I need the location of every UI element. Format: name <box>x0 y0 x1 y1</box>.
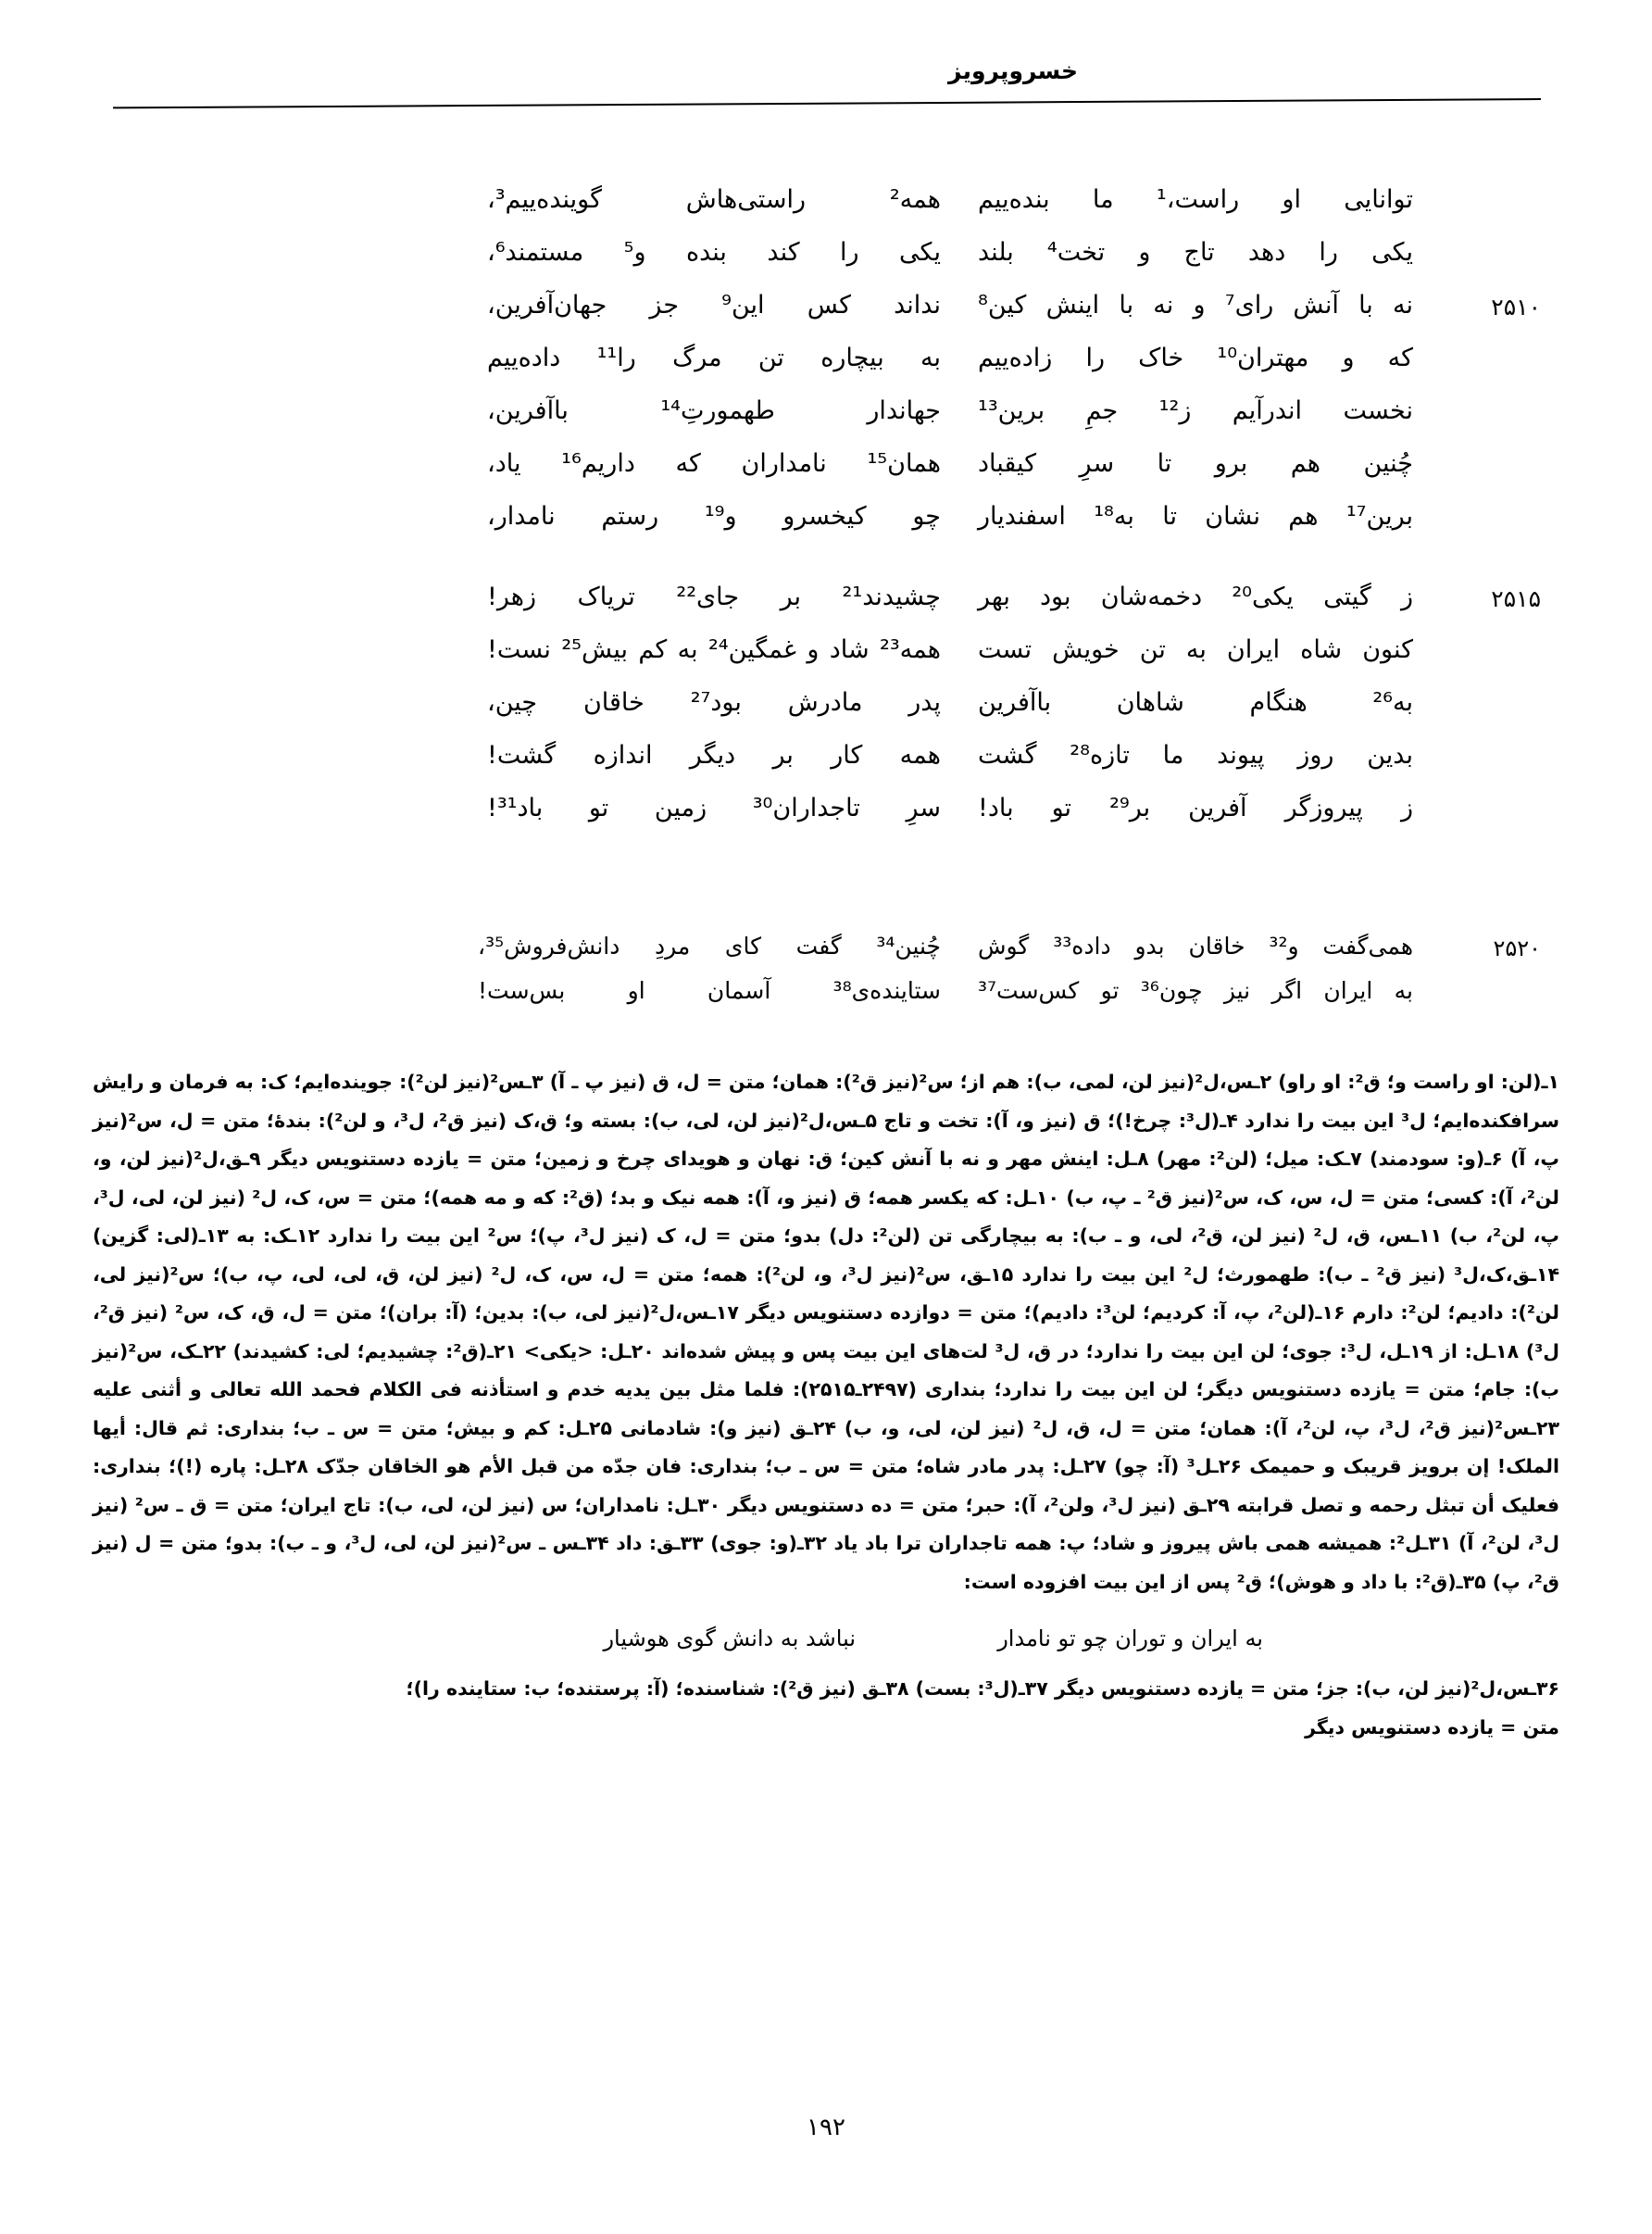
hemistich-left: یکی را کند بنده و⁵ مستمند⁶، <box>487 238 941 267</box>
hemistich-left: نداند کس این⁹ جز جهان‌آفرین، <box>487 291 941 320</box>
verse-couplet <box>111 784 1541 837</box>
verse-couplet <box>111 282 1541 334</box>
apparatus-paragraph: ۱ـ(لن: او راست و؛ ق²: او راو) ۲ـس،ل²(نیز لن، لمی، ب): هم از؛ س²(نیز ق²): همان؛ متن = ل، ق (نیز پ ـ آ) ۳ـس²(نیز لن²): جوینده‌ایم؛ ک: به فرمان و رایش سرافکنده‌ایم؛ ل³ این بیت را ندارد ۴ـ(ل³: چرخ!)؛ ق (نیز و، آ): تخت و تاج ۵ـس،ل²(نیز لن، لی، ب): بسته و؛ ق،ک (نیز ق²، ل³، و لن²): بندهٔ؛ متن = ل، س²(نیز پ، آ) ۶ـ(و: سودمند) ۷ـک: میل؛ (لن²: مهر) ۸ـل: اینش مهر و نه با آنش کین؛ ق: نهان و هویدای چرخ و زمین؛ متن = یازده دستنویس دیگر ۹ـق،ل²(نیز لن، و، لن²، آ): کسی؛ متن = ل، س، ک، س²(نیز ق² ـ پ، ب) ۱۰ـل: که یکسر همه؛ ق (نیز و، آ): همه نیک و بد؛ (ق²: که و مه همه)؛ متن = س، ک، ل² (نیز لن، لی، ل³، پ، لن²، ب) ۱۱ـس، ق، ل² (نیز لن، ق²، لی، و ـ ب): به بیچارگی تن (لن²: دل) بدو؛ متن = ل، ک (نیز ل³، پ)؛ س² این بیت را ندارد ۱۲ـک: به ۱۳ـ(لی: گزین) ۱۴ـق،ک،ل³ (نیز ق² ـ ب): طهمورث؛ ل² این بیت را ندارد ۱۵ـق، س²(نیز ل³، و، لن²): همه؛ متن = ل، س، ک، ل² (نیز لن، ق، لی، لی، پ، ب)؛ س²(نیز لی، لن²): دادیم؛ لن²: دارم ۱۶ـ(لن²، پ، آ: کردیم؛ لن³: دادیم)؛ متن = دوازده دستنویس دیگر ۱۷ـس،ل²(نیز لی، ب): بدین؛ (آ: بران)؛ متن = ل، ق، ک، س² (نیز ق²، ل³) ۱۸ـل: از ۱۹ـل، ل³: جوی؛ لن این بیت را ندارد؛ در ق، ل³ لت‌های این بیت پس و پیش شده‌اند ۲۰ـل: <یکی> ۲۱ـ(ق²: چشیدیم؛ لی: کشیدند) ۲۲ـک، س²(نیز ب): جام؛ متن = یازده دستنویس دیگر؛ لن این بیت را ندارد؛ بنداری (۲۴۹۷ـ۲۵۱۵): فلما مثل بین یدیه خدم و استأذنه فی الکلام فحمد الله تعالی و أثنی علیه ۲۳ـس²(نیز ق²، ل³، پ، لن²، آ): همان؛ متن = ل، ق، ل² (نیز لن، لی، و، ب) ۲۴ـق (نیز و): شادمانی ۲۵ـل: کم و بیش؛ متن = س ـ ب؛ بنداری: ثم قال: أیها الملک! إن برویز قریبک و حمیمک ۲۶ـل³ (آ: چو) ۲۷ـل: پدر مادر شاه؛ متن = س ـ ب؛ بنداری: فان جدّه من قبل الأم هو الخاقان جدّک ۲۸ـل: پاره (!)؛ بنداری: فعلیک أن تبثل رحمه و تصل قرابته ۲۹ـق (نیز ل³، ولن²، آ): حبر؛ متن = ده دستنویس دیگر ۳۰ـل: نامداران؛ س (نیز لن، لی، ب): تاج ایران؛ متن = ق ـ س² (نیز ل³، لن²، آ) ۳۱ـل²: همیشه همی باش پیروز و شاد؛ پ: همه تاجداران ترا باد یاد ۳۲ـ(و: جوی) ۳۳ـق: داد ۳۴ـس ـ س²(نیز لن، لی، ل³، و ـ ب): بدو؛ متن = ل (نیز ق²، پ) ۳۵ـ(ق²: با داد و هوش)؛ ق² پس از این بیت افزوده است: <box>93 1071 1560 1593</box>
hemistich-right: توانایی او راست،¹ ما بنده‌ییم <box>978 185 1413 214</box>
running-head <box>111 57 1541 106</box>
verse-block-tail <box>111 926 1541 1015</box>
hemistich-right: که و مهتران¹⁰ خاک را زاده‌ییم <box>978 344 1413 372</box>
verse-block <box>111 176 1541 837</box>
verse-couplet <box>111 679 1541 732</box>
hemistich-right: همی‌گفت و³² خاقان بدو داده³³ گوش <box>978 933 1414 960</box>
hemistich-right: ز گیتی یکی²⁰ دخمه‌شان بود بهر <box>978 583 1413 611</box>
hemistich-right: به ایران اگر نیز چون³⁶ تو کس‌ست³⁷ <box>978 977 1413 1004</box>
hemistich-right: نه با آنش رای⁷ و نه با اینش کین⁸ <box>978 291 1413 320</box>
hemistich-left: سرِ تاجداران³⁰ زمین تو باد³¹! <box>487 794 941 822</box>
hemistich-left: به بیچاره تن مرگ را¹¹ داده‌ییم <box>487 344 941 372</box>
hemistich-left: همان¹⁵ نامداران که داریم¹⁶ یاد، <box>487 449 942 478</box>
verse-number: ۲۵۱۰ <box>1491 294 1541 320</box>
hemistich-left: جهاندار طهمورتِ¹⁴ باآفرین، <box>487 396 941 425</box>
verse-couplet <box>111 334 1541 387</box>
apparatus-last-line: متن = یازده دستنویس دیگر <box>1305 1715 1559 1738</box>
hemistich-right: ز پیروزگر آفرین بر²⁹ تو باد! <box>978 794 1414 822</box>
hemistich-left: چو کیخسرو و¹⁹ رستم نامدار، <box>487 502 941 531</box>
verse-couplet <box>111 176 1541 229</box>
verse-couplet <box>111 229 1541 282</box>
verse-number: ۲۵۲۰ <box>1493 935 1541 961</box>
running-head-title: خسروپرویز <box>948 57 1078 84</box>
verse-couplet <box>111 926 1541 971</box>
verse-couplet <box>111 493 1541 546</box>
inset-hemistich-right: به ایران و توران چو تو نامدار <box>997 1625 1263 1651</box>
critical-apparatus <box>93 1063 1559 1747</box>
hemistich-left: پدر مادرش بود²⁷ خاقان چین، <box>487 688 941 717</box>
verse-couplet <box>111 387 1541 440</box>
hemistich-right: کنون شاه ایران به تن خویش تست <box>978 635 1413 664</box>
running-head-rule <box>113 98 1541 108</box>
verse-couplet <box>111 573 1541 626</box>
hemistich-right: برین¹⁷ هم نشان تا به¹⁸ اسفندیار <box>978 502 1413 531</box>
hemistich-left: چشیدند²¹ بر جای²² تریاک زهر! <box>487 583 941 611</box>
hemistich-right: به²⁶ هنگام شاهان باآفرین <box>978 688 1413 717</box>
apparatus-inset-verse <box>93 1616 1559 1664</box>
inset-hemistich-left: نباشد به دانش گوی هوشیار <box>603 1625 856 1651</box>
verse-couplet <box>111 440 1541 493</box>
hemistich-left: همه کار بر دیگر اندازه گشت! <box>487 741 941 770</box>
hemistich-right: بدین روز پیوند ما تازه²⁸ گشت <box>978 741 1413 770</box>
hemistich-left: ستاینده‌ی³⁸ آسمان او بس‌ست! <box>478 977 941 1004</box>
hemistich-left: همه²³ شاد و غمگین²⁴ به کم بیش²⁵ نست! <box>487 635 941 664</box>
verse-couplet <box>111 732 1541 784</box>
hemistich-right: چُنین هم برو تا سرِ کیقباد <box>978 449 1413 478</box>
verse-couplet <box>111 971 1541 1015</box>
hemistich-left: چُنین³⁴ گفت کای مردِ دانش‌فروش³⁵، <box>478 933 941 960</box>
hemistich-left: همه² راستی‌هاش گوینده‌ییم³، <box>487 185 941 214</box>
page-number: ۱۹۲ <box>807 2114 845 2141</box>
hemistich-right: نخست اندرآیم ز¹² جمِ برین¹³ <box>978 396 1413 425</box>
verse-number: ۲۵۱۵ <box>1491 585 1541 612</box>
apparatus-tail-paragraph: ۳۶ـس،ل²(نیز لن، ب): جز؛ متن = یازده دستنویس دیگر ۳۷ـ(ل³: بست) ۳۸ـق (نیز ق²): شناسنده؛ (آ: پرستنده؛ ب: ستاینده را)؛ <box>406 1677 1559 1700</box>
verse-couplet <box>111 626 1541 679</box>
hemistich-right: یکی را دهد تاج و تخت⁴ بلند <box>978 238 1414 267</box>
